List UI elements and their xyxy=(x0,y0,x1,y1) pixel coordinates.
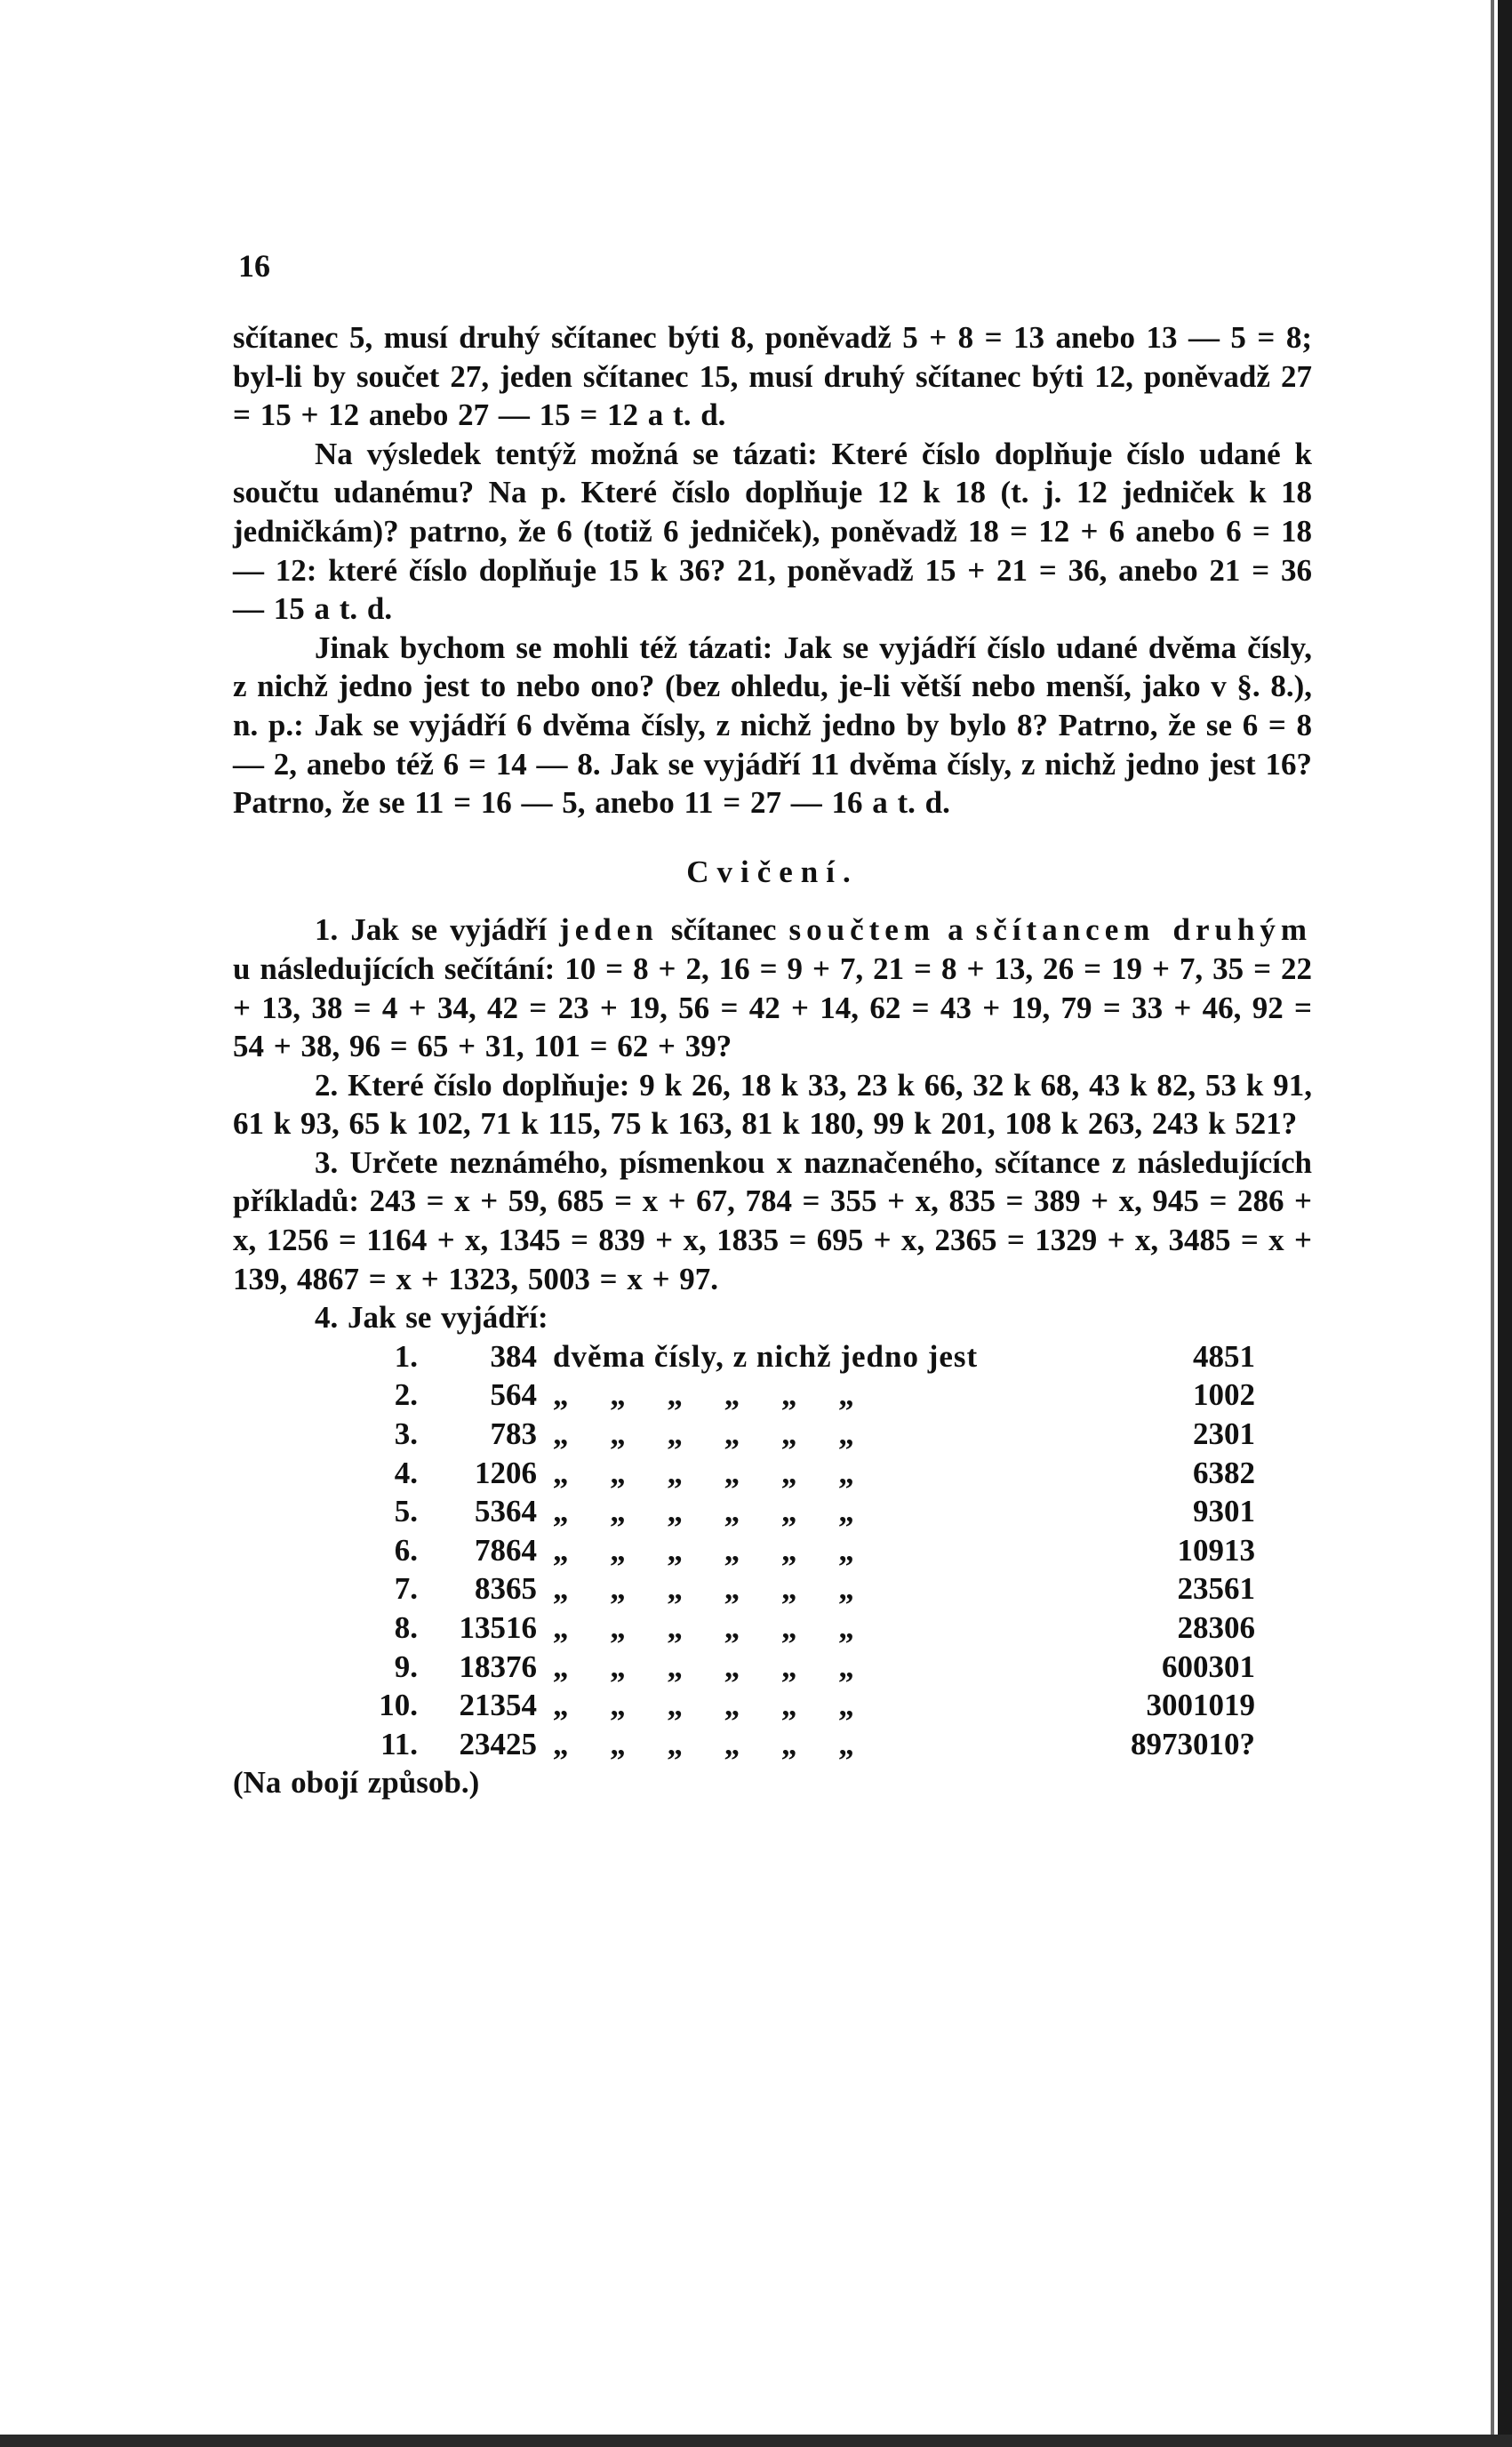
row-number: 23425 xyxy=(459,1726,537,1761)
exercise-1-mid-2: a xyxy=(948,912,964,948)
page-number: 16 xyxy=(238,248,270,284)
exercise-4-row xyxy=(347,1454,1255,1493)
row-number: 8365 xyxy=(475,1571,537,1607)
row-value: 600301 xyxy=(1162,1649,1255,1684)
paragraph-1: sčítanec 5, musí druhý sčítanec býti 8, poněvadž 5 + 8 = 13 anebo 13 — 5 = 8; byl-li by součet 27, jeden sčítanec 15, musí druhý sčítanec býti 12, poněvadž 27 = 15 + 12 anebo 27 — 15 = 12 a t. d. xyxy=(233,320,1312,433)
row-number: 5364 xyxy=(475,1494,537,1529)
exercise-1-start: 1. Jak se vyjádří xyxy=(315,912,547,948)
exercise-4-row xyxy=(347,1725,1255,1764)
paragraph-2: Na výsledek tentýž možná se tázati: Které číslo doplňuje číslo udané k součtu udanému? Na p. Které číslo doplňuje 12 k 18 (t. j. 12 jedniček k 18 jedničkám)? patrno, že 6 (totiž 6 jedniček), poněvadž 18 = 12 + 6 anebo 6 = 18 — 12: které číslo doplňuje 15 k 36? 21, poněvadž 15 + 21 = 36, anebo 21 = 36 — 15 a t. d. xyxy=(233,436,1312,627)
row-index: 1. xyxy=(394,1338,418,1374)
row-text: „ „ „ „ „ „ xyxy=(553,1416,855,1452)
exercise-1-spaced-3: sčítancem druhým xyxy=(975,912,1313,948)
row-index: 5. xyxy=(394,1494,418,1529)
row-index: 8. xyxy=(394,1610,418,1645)
page-edge-bottom xyxy=(0,2435,1512,2447)
row-index: 10. xyxy=(379,1688,418,1723)
paragraph-3: Jinak bychom se mohli též tázati: Jak se vyjádří číslo udané dvěma čísly, z nichž jedno jest to nebo ono? (bez ohledu, je-li větší nebo menší, jako v §. 8.), n. p.: Jak se vyjádří 6 dvěma čísly, z nichž jedno by bylo 8? Patrno, že se 6 = 8 — 2, anebo též 6 = 14 — 8. Jak se vyjádří 11 dvěma čísly, z nichž jedno jest 16? Patrno, že se 11 = 16 — 5, anebo 11 = 27 — 16 a t. d. xyxy=(233,630,1312,821)
exercise-4-row xyxy=(347,1492,1255,1531)
row-index: 6. xyxy=(394,1532,418,1568)
row-number: 1206 xyxy=(475,1455,537,1490)
row-value: 28306 xyxy=(1177,1610,1255,1645)
page-edge-shadow xyxy=(1491,0,1494,2447)
row-index: 4. xyxy=(394,1455,418,1490)
exercise-3: 3. Určete neznámého, písmenkou x naznačeného, sčítance z následujících příkladů: 243 = x + 59, 685 = x + 67, 784 = 355 + x, 835 = 389 + x, 945 = 286 + x, 1256 = 1164 + x, 1345 = 839 + x, 1835 = 695 + x, 2365 = 1329 + x, 3485 = x + 139, 4867 = x + 1323, 5003 = x + 97. xyxy=(233,1144,1312,1296)
row-text: „ „ „ „ „ „ xyxy=(553,1649,855,1684)
row-index: 3. xyxy=(394,1416,418,1452)
row-value: 4851 xyxy=(1193,1338,1255,1374)
exercise-1-spaced-1: jeden xyxy=(559,912,659,948)
row-value: 9301 xyxy=(1193,1494,1255,1529)
row-value: 1002 xyxy=(1193,1377,1255,1413)
exercise-4-row xyxy=(347,1609,1255,1648)
exercise-4-table xyxy=(347,1337,1255,1764)
exercise-4-row xyxy=(347,1648,1255,1687)
row-value: 10913 xyxy=(1177,1532,1255,1568)
row-text: „ „ „ „ „ „ xyxy=(553,1726,855,1761)
page-edge-dark xyxy=(1498,0,1512,2447)
exercise-1-mid-1: sčítanec xyxy=(670,912,777,948)
row-index: 9. xyxy=(394,1649,418,1684)
row-value: 6382 xyxy=(1193,1455,1255,1490)
row-text: „ „ „ „ „ „ xyxy=(553,1494,855,1529)
exercise-4-row xyxy=(347,1337,1255,1376)
section-heading: Cvičení. xyxy=(686,854,859,889)
exercise-4-note: (Na obojí způsob.) xyxy=(233,1765,480,1801)
row-value: 8973010? xyxy=(1131,1726,1255,1761)
row-value: 2301 xyxy=(1193,1416,1255,1452)
exercise-1-rest: u následujících sečítání: 10 = 8 + 2, 16 = 9 + 7, 21 = 8 + 13, 26 = 19 + 7, 35 = 22 + 13, 38 = 4 + 34, 42 = 23 + 19, 56 = 42 + 14, 62 = 43 + 19, 79 = 33 + 46, 92 = 54 + 38, 96 = 65 + 31, 101 = 62 + 39? xyxy=(233,951,1312,1064)
exercise-4-table-body xyxy=(347,1337,1255,1764)
exercise-2: 2. Které číslo doplňuje: 9 k 26, 18 k 33, 23 k 66, 32 k 68, 43 k 82, 53 k 91, 61 k 93, 65 k 102, 71 k 115, 75 k 163, 81 k 180, 99 k 201, 108 k 263, 243 k 521? xyxy=(233,1067,1312,1142)
exercise-4-row xyxy=(347,1376,1255,1415)
row-number: 18376 xyxy=(459,1649,537,1684)
row-text: „ „ „ „ „ „ xyxy=(553,1532,855,1568)
row-value: 23561 xyxy=(1177,1571,1255,1607)
row-number: 783 xyxy=(490,1416,537,1452)
row-number: 13516 xyxy=(459,1610,537,1645)
exercise-4-row xyxy=(347,1415,1255,1454)
row-text: dvěma čísly, z nichž jedno jest xyxy=(553,1338,979,1374)
exercise-1-spaced-2: součtem xyxy=(788,912,935,948)
page-text xyxy=(233,318,1312,1802)
row-text: „ „ „ „ „ „ xyxy=(553,1610,855,1645)
exercise-4-row xyxy=(347,1686,1255,1725)
exercise-4-row xyxy=(347,1531,1255,1570)
row-number: 7864 xyxy=(475,1532,537,1568)
row-index: 11. xyxy=(380,1726,418,1761)
row-value: 3001019 xyxy=(1146,1688,1255,1723)
row-number: 384 xyxy=(490,1338,537,1374)
row-text: „ „ „ „ „ „ xyxy=(553,1455,855,1490)
row-index: 2. xyxy=(394,1377,418,1413)
row-number: 21354 xyxy=(459,1688,537,1723)
exercise-1 xyxy=(233,911,1312,1065)
exercise-4-row xyxy=(347,1569,1255,1609)
row-number: 564 xyxy=(490,1377,537,1413)
row-text: „ „ „ „ „ „ xyxy=(553,1377,855,1413)
exercise-4-intro: 4. Jak se vyjádří: xyxy=(315,1300,548,1336)
row-index: 7. xyxy=(394,1571,418,1607)
row-text: „ „ „ „ „ „ xyxy=(553,1571,855,1607)
row-text: „ „ „ „ „ „ xyxy=(553,1688,855,1723)
